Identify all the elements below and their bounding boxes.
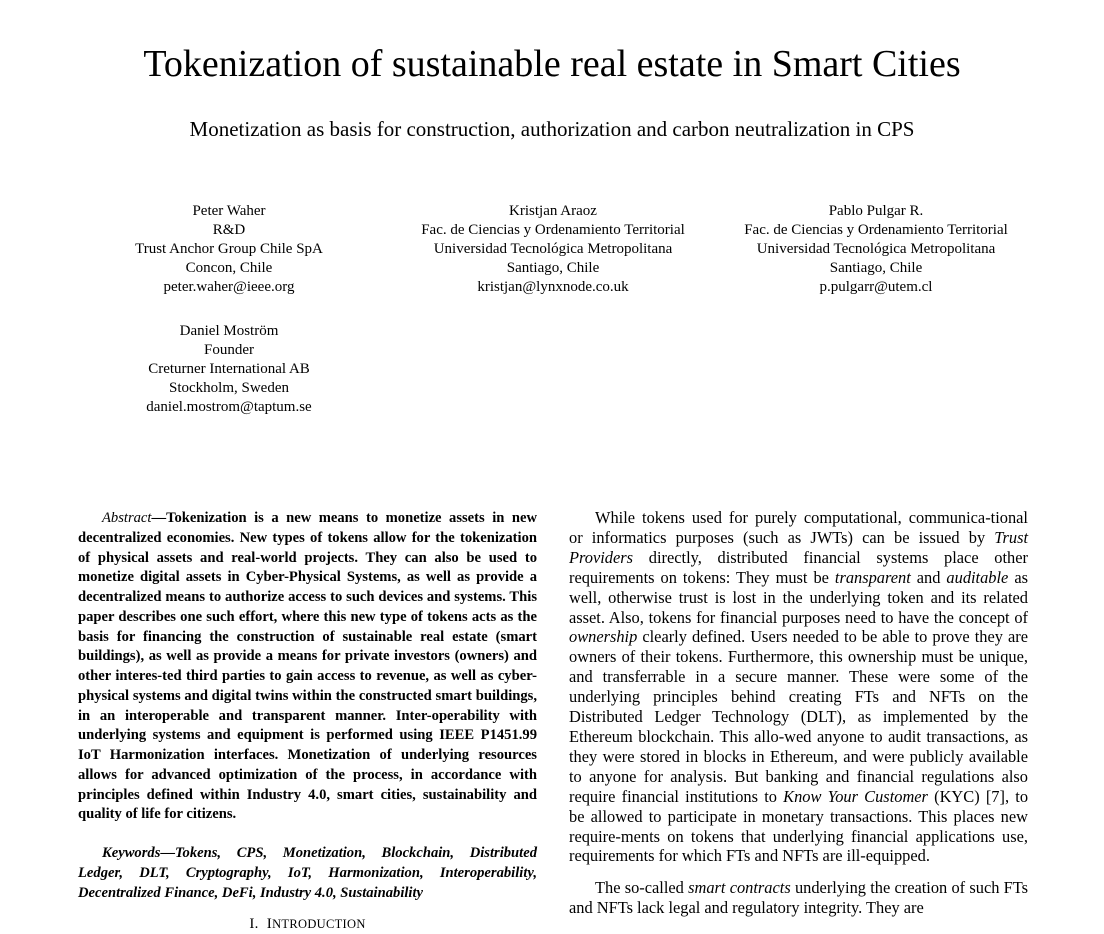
author-name: Peter Waher [192,203,266,219]
author-name: Kristjan Araoz [509,203,597,219]
author-department: Fac. de Ciencias y Ordenamiento Territorial [744,222,1008,238]
author-block [100,322,358,417]
emphasized-text: Know Your Customer [783,786,928,806]
emphasized-text: smart contracts [688,878,791,898]
author-location: Stockholm, Sweden [169,380,289,396]
text-run: While tokens used for purely computational, communica-tional or informatics purposes (such as JWTs) can be issued by [569,508,1028,547]
section-number: I. [249,916,259,932]
text-run: directly, distributed financial systems place other requirements on tokens: They must be [569,547,1028,587]
section-title-rest: NTRODUCTION [272,917,366,931]
author-email: p.pulgarr@utem.cl [819,279,933,295]
emphasized-text: Trust Providers [569,527,1028,567]
author-block [716,202,1036,297]
author-email: kristjan@lynxnode.co.uk [477,279,629,295]
author-role: Founder [204,342,254,358]
author-name: Daniel Moström [179,323,279,339]
author-location: Santiago, Chile [829,260,923,276]
keywords [78,844,537,903]
text-run: (KYC) [7], to be allowed to participate in monetary transactions. This places new require-ments on tokens that underlying financial applications use, requirements for which FTs and NFTs are ill-equipped. [569,786,1029,866]
body-paragraph [569,508,1028,866]
left-column [78,509,537,903]
author-department: Fac. de Ciencias y Ordenamiento Territorial [421,222,685,238]
author-name: Pablo Pulgar R. [828,203,924,219]
emphasized-text: transparent [834,567,911,587]
abstract-text: Tokenization is a new means to monetize assets in new decentralized economies. New types of tokens allow for the tokenization of physical assets and real-world projects. They can also be used to monetize digital assets in Cyber-Physical Systems, as well as provide a decentralized means to authorize access to such devices and systems. This paper describes one such effort, where this new type of tokens acts as the basis for financing the construction of sustainable real estate (smart buildings), as well as provide a means for private investors (owners) and other interes-ted third parties to gain access to revenue, as well as cyber-physical systems and digital twins within the constructed smart buildings, in an interoperable and transparent manner. Inter-operability with underlying systems and equipment is performed using IEEE P1451.99 IoT Harmonization interfaces. Monetization of underlying resources allows for advanced optimization of the process, in accordance with principles defined within Industry 4.0, smart cities, sustainability and quality of life for citizens. [78,510,537,823]
text-run: clearly defined. Users needed to be able to prove they are owners of their tokens. Furthermore, this ownership must be unique, and transferrable in a secure manner. These were some of the underlying principles behind creating FTs and NFTs on the Distributed Ledger Technology (DLT), as implemented by the Ethereum blockchain. This allo-wed anyone to audit transactions, as they were stored in blocks in Ethereum, and were publicly available to anyone for analysis. But banking and financial regulations also require financial institutions to [569,627,1028,806]
author-role: R&D [212,222,246,238]
keywords-text: Tokens, CPS, Monetization, Blockchain, Distributed Ledger, DLT, Cryptography, IoT, Harmonization, Interoperability, Decentralized Finance, DeFi, Industry 4.0, Sustainability [78,845,537,901]
abstract [78,509,537,825]
paper-title: Tokenization of sustainable real estate in Smart Cities [143,43,961,85]
author-affiliation: Trust Anchor Group Chile SpA [135,241,323,257]
emphasized-text: ownership [569,627,638,647]
author-block [100,202,358,297]
text-run: The so-called [595,878,689,898]
paper-subtitle: Monetization as basis for construction, authorization and carbon neutralization in CPS [189,117,915,141]
text-run: as well, otherwise trust is lost in the underlying token and its related asset. Also, tokens for financial purposes need to have the concept of [569,567,1028,627]
author-affiliation: Universidad Tecnológica Metropolitana [433,241,673,257]
author-block [384,202,722,297]
section-heading [78,916,537,933]
keywords-label: Keywords [102,845,161,861]
author-email: peter.waher@ieee.org [163,279,295,295]
abstract-label: Abstract [102,510,152,526]
text-run: and [910,567,947,587]
right-column [569,508,1028,918]
emphasized-text: auditable [946,567,1009,587]
text-run: underlying the creation of such FTs and NFTs lack legal and regulatory integrity. They are [569,878,1029,918]
abstract-dash: — [151,510,167,526]
keywords-dash: — [160,845,175,861]
section-title-initial: I [266,916,273,932]
author-affiliation: Creturner International AB [148,361,310,377]
author-email: daniel.mostrom@taptum.se [146,399,312,415]
body-paragraph [569,878,1028,918]
author-affiliation: Universidad Tecnológica Metropolitana [756,241,996,257]
author-location: Concon, Chile [185,260,273,276]
author-location: Santiago, Chile [506,260,600,276]
